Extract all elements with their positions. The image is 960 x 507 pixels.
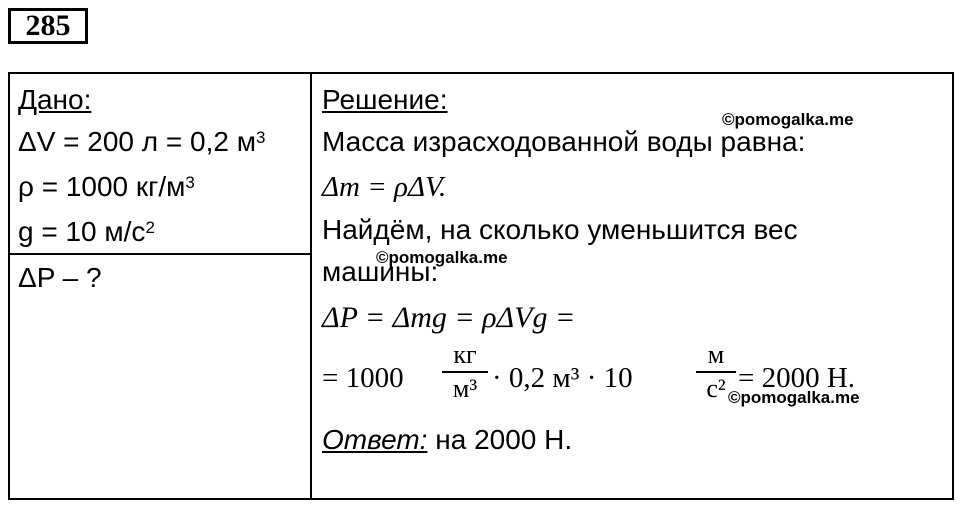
watermark-top: ©pomogalka.me xyxy=(722,110,854,129)
answer-label: Ответ: xyxy=(322,424,428,455)
solution-line-1: Масса израсходованной воды равна: xyxy=(322,126,806,157)
formula-mass: Δm = ρΔV. xyxy=(322,171,447,203)
solution-line-3: машины: xyxy=(322,256,439,287)
given-volume: ΔV = 200 л = 0,2 $м^3$ xyxy=(18,126,266,157)
calc-mid: · 0,2 м³ · 10 xyxy=(492,362,633,394)
answer-text: на 2000 Н. xyxy=(427,424,573,455)
fraction-kg-per-m3: кг м³ xyxy=(442,340,488,404)
calc-prefix: = 1000 xyxy=(322,362,404,394)
fraction-m-per-s2: м с² xyxy=(696,340,736,404)
solution-heading: Решение: xyxy=(322,84,448,115)
answer-line xyxy=(322,424,572,456)
given-density: ρ = 1000 $кг/м^3$ xyxy=(18,171,195,202)
given-heading: Дано: xyxy=(18,84,92,115)
problem-number: 285 xyxy=(8,8,88,44)
calc-result: = 2000 Н. xyxy=(738,362,856,394)
given-gravity: g = 10 $м/с^2$ xyxy=(18,216,155,247)
unknown-quantity: ΔP – ? xyxy=(18,262,102,293)
given-divider xyxy=(10,253,310,255)
watermark-bottom: ©pomogalka.me xyxy=(728,388,860,407)
solution-line-2: Найдём, на сколько уменьшится вес xyxy=(322,214,798,245)
formula-weight: ΔP = Δmg = ρΔVg = xyxy=(322,301,576,334)
watermark-middle: ©pomogalka.me xyxy=(376,248,508,267)
solution-table xyxy=(8,72,954,500)
column-divider xyxy=(310,74,312,498)
